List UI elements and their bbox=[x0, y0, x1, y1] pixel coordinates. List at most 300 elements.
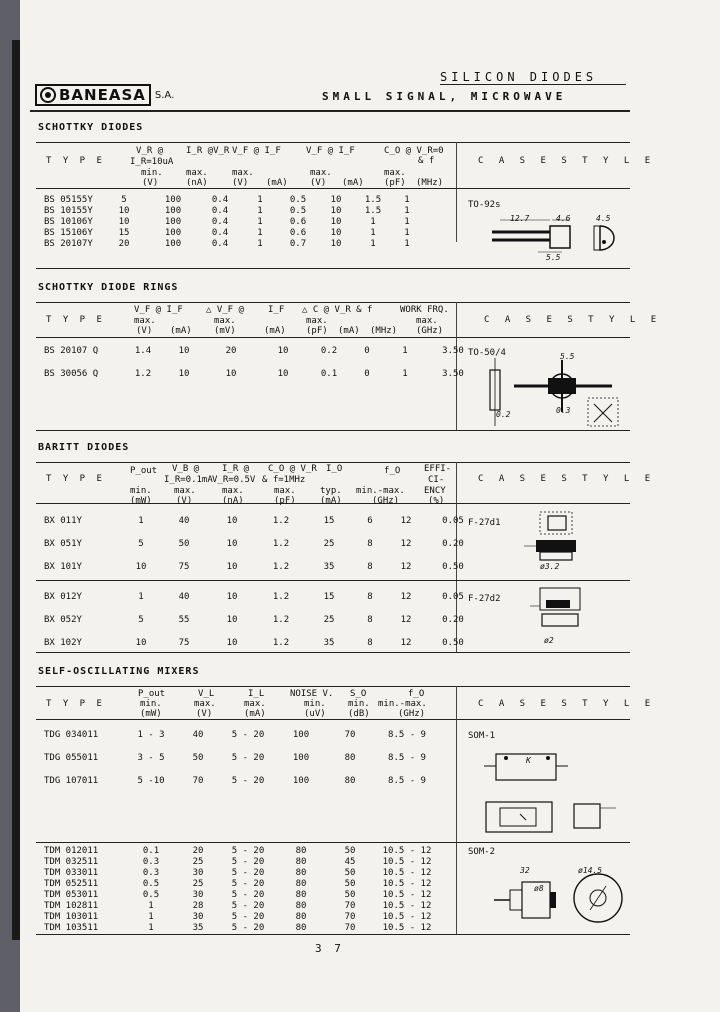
table-row bbox=[44, 239, 422, 250]
value-cell: 75 bbox=[178, 638, 190, 648]
value-cell: 5 - 20 bbox=[231, 857, 265, 867]
section-end-rule bbox=[36, 934, 630, 935]
value-cell: 20 bbox=[192, 846, 204, 856]
col-io: I_O bbox=[326, 464, 343, 474]
col-so-min: min. bbox=[348, 699, 370, 709]
table-row bbox=[44, 912, 440, 923]
value-cell: 30 bbox=[192, 868, 204, 878]
col-dc-unit: (pF) bbox=[306, 326, 328, 336]
dim-pin: 0.3 bbox=[556, 406, 571, 415]
col-vf2-max: max. bbox=[310, 168, 332, 178]
table-row bbox=[44, 562, 482, 585]
value-cell: 0.4 bbox=[211, 217, 229, 227]
col-fo-unit: (GHz) bbox=[398, 709, 426, 719]
value-cell: 100 bbox=[292, 753, 310, 763]
value-cell: 1.2 bbox=[272, 592, 290, 602]
type-cell: BX 012Y bbox=[44, 592, 82, 602]
type-cell: BS 05155Y bbox=[44, 195, 93, 205]
value-cell: 10 bbox=[330, 228, 342, 238]
value-cell: 1 bbox=[370, 217, 376, 227]
col-vl: V_L bbox=[198, 689, 215, 699]
col-so-unit: (dB) bbox=[348, 709, 370, 719]
group-rule bbox=[36, 842, 630, 843]
value-cell: 3.50 bbox=[442, 369, 464, 379]
dim-lead: 0.2 bbox=[496, 410, 511, 419]
value-cell: 80 bbox=[295, 923, 307, 933]
value-cell: 1.2 bbox=[272, 615, 290, 625]
col-il-max: max. bbox=[244, 699, 266, 709]
type-cell: TDG 034011 bbox=[44, 730, 99, 740]
value-cell: 45 bbox=[344, 857, 356, 867]
value-cell: 12 bbox=[400, 592, 412, 602]
value-cell: 8 bbox=[367, 592, 373, 602]
rings-table bbox=[44, 346, 480, 392]
value-cell: 1 bbox=[257, 206, 263, 216]
section-title: SCHOTTKY DIODES bbox=[38, 122, 144, 133]
col-dvf-max: max. bbox=[214, 316, 236, 326]
col-dc: △ C @ V_R & f bbox=[302, 305, 373, 315]
value-cell: 1 bbox=[404, 239, 410, 249]
col-vf1-unit: (V) bbox=[232, 178, 249, 188]
value-cell: 80 bbox=[295, 901, 307, 911]
value-cell: 8.5 - 9 bbox=[388, 776, 426, 786]
col-pout: P_out bbox=[130, 466, 158, 476]
value-cell: 100 bbox=[164, 228, 182, 238]
value-cell: 0.3 bbox=[142, 868, 160, 878]
col-vr-cond: I_R=10uA bbox=[130, 157, 174, 167]
header-rule bbox=[30, 110, 630, 112]
col-work-freq: WORK FRQ. bbox=[400, 305, 449, 315]
value-cell: 5 bbox=[138, 615, 144, 625]
value-cell: 1.2 bbox=[134, 369, 152, 379]
value-cell: 0.6 bbox=[289, 217, 307, 227]
value-cell: 5 -10 bbox=[137, 776, 165, 786]
col-dvf-unit: (mV) bbox=[214, 326, 236, 336]
value-cell: 0.1 bbox=[142, 846, 160, 856]
case-label-b: F-27d2 bbox=[468, 594, 501, 604]
value-cell: 35 bbox=[192, 923, 204, 933]
value-cell: 1 bbox=[257, 239, 263, 249]
col-co-max: max. bbox=[384, 168, 406, 178]
col-ir-max: max. bbox=[186, 168, 208, 178]
value-cell: 70 bbox=[344, 901, 356, 911]
value-cell: 5 - 20 bbox=[231, 923, 265, 933]
section-end-rule bbox=[36, 430, 630, 431]
value-cell: 1 bbox=[404, 195, 410, 205]
value-cell: 100 bbox=[292, 730, 310, 740]
table-row bbox=[44, 206, 422, 217]
value-cell: 25 bbox=[323, 615, 335, 625]
table-row bbox=[44, 776, 440, 799]
dim-length: 32 bbox=[520, 866, 530, 875]
value-cell: 10.5 - 12 bbox=[382, 846, 432, 856]
baneasa-logo bbox=[35, 85, 174, 105]
mixer-table-b bbox=[44, 846, 440, 934]
value-cell: 80 bbox=[295, 890, 307, 900]
col-pout-min: min. bbox=[140, 699, 162, 709]
col-eff: EFFI- bbox=[424, 464, 452, 474]
col-if1-unit: (mA) bbox=[266, 178, 288, 188]
value-cell: 0 bbox=[364, 346, 370, 356]
value-cell: 1 bbox=[257, 195, 263, 205]
value-cell: 1 - 3 bbox=[137, 730, 165, 740]
type-cell: TDM 033011 bbox=[44, 868, 99, 878]
col-vb-unit: (V) bbox=[176, 496, 193, 506]
value-cell: 80 bbox=[295, 912, 307, 922]
value-cell: 0.4 bbox=[211, 228, 229, 238]
value-cell: 100 bbox=[292, 776, 310, 786]
title-rule bbox=[440, 84, 626, 85]
col-pout-unit: (mW) bbox=[140, 709, 162, 719]
page-binding-edge bbox=[12, 40, 20, 940]
table-row bbox=[44, 923, 440, 934]
som1-drawing bbox=[476, 744, 626, 839]
col-pout: P_out bbox=[138, 689, 166, 699]
value-cell: 80 bbox=[295, 879, 307, 889]
col-vb-max: max. bbox=[174, 486, 196, 496]
value-cell: 80 bbox=[344, 753, 356, 763]
value-cell: 5 bbox=[121, 195, 127, 205]
col-ir: I_R @ bbox=[222, 464, 250, 474]
value-cell: 20 bbox=[225, 346, 237, 356]
page-number: 3 7 bbox=[315, 942, 344, 955]
table-row bbox=[44, 195, 422, 206]
value-cell: 10 bbox=[330, 217, 342, 227]
value-cell: 0.50 bbox=[442, 638, 464, 648]
value-cell: 100 bbox=[164, 217, 182, 227]
col-f-unit: (MHz) bbox=[370, 326, 398, 336]
col-fo-unit: (GHz) bbox=[372, 496, 400, 506]
logo-brand: BANEASA bbox=[59, 86, 146, 104]
section-end-rule bbox=[36, 652, 630, 653]
value-cell: 1 bbox=[402, 346, 408, 356]
value-cell: 1.2 bbox=[272, 638, 290, 648]
column-divider bbox=[456, 686, 457, 934]
col-noise: NOISE V. bbox=[290, 689, 334, 699]
value-cell: 10.5 - 12 bbox=[382, 879, 432, 889]
baritt-table-b bbox=[44, 592, 482, 661]
value-cell: 0.20 bbox=[442, 539, 464, 549]
value-cell: 10 bbox=[225, 369, 237, 379]
value-cell: 12 bbox=[400, 615, 412, 625]
value-cell: 10 bbox=[330, 195, 342, 205]
dim-width: 5.5 bbox=[560, 352, 575, 361]
dim-side: 4.5 bbox=[596, 214, 611, 223]
logo-suffix: S.A. bbox=[154, 89, 175, 101]
value-cell: 1 bbox=[404, 206, 410, 216]
col-il-unit: (mA) bbox=[244, 709, 266, 719]
type-cell: BS 20107 Q bbox=[44, 346, 99, 356]
col-if: I_F bbox=[268, 305, 285, 315]
col-vf1-max: max. bbox=[232, 168, 254, 178]
col-vr: V_R @ bbox=[136, 146, 164, 156]
col-io-typ: typ. bbox=[320, 486, 342, 496]
type-cell: BX 101Y bbox=[44, 562, 82, 572]
value-cell: 5 - 20 bbox=[231, 879, 265, 889]
value-cell: 10 bbox=[330, 239, 342, 249]
value-cell: 10 bbox=[226, 592, 238, 602]
col-case-style: C A S E S T Y L E bbox=[484, 315, 662, 325]
col-co-max: max. bbox=[274, 486, 296, 496]
value-cell: 0.5 bbox=[289, 206, 307, 216]
dim-body-dia: ø8 bbox=[534, 884, 544, 893]
value-cell: 1 bbox=[370, 239, 376, 249]
col-vf-max: max. bbox=[134, 316, 156, 326]
value-cell: 10 bbox=[178, 346, 190, 356]
col-pout-min: min. bbox=[130, 486, 152, 496]
value-cell: 50 bbox=[344, 879, 356, 889]
value-cell: 10 bbox=[118, 217, 130, 227]
value-cell: 10.5 - 12 bbox=[382, 868, 432, 878]
value-cell: 0.3 bbox=[142, 857, 160, 867]
col-vf2: V_F @ I_F bbox=[306, 146, 355, 156]
col-noise-unit: (uV) bbox=[304, 709, 326, 719]
type-cell: BS 30056 Q bbox=[44, 369, 99, 379]
type-cell: TDM 103011 bbox=[44, 912, 99, 922]
schottky-table bbox=[44, 195, 422, 250]
col-fo-range: min.-max. bbox=[378, 699, 427, 709]
value-cell: 0.1 bbox=[320, 369, 338, 379]
value-cell: 3.50 bbox=[442, 346, 464, 356]
type-cell: BS 20107Y bbox=[44, 239, 93, 249]
value-cell: 35 bbox=[323, 638, 335, 648]
type-cell: TDM 053011 bbox=[44, 890, 99, 900]
col-fo-range: min.-max. bbox=[356, 486, 405, 496]
value-cell: 0.5 bbox=[289, 195, 307, 205]
value-cell: 10 bbox=[226, 539, 238, 549]
value-cell: 1.2 bbox=[272, 539, 290, 549]
col-co: C_O @ V_R bbox=[268, 464, 317, 474]
col-io-unit: (mA) bbox=[320, 496, 342, 506]
value-cell: 80 bbox=[295, 868, 307, 878]
col-case-style: C A S E S T Y L E bbox=[478, 474, 656, 484]
value-cell: 0.4 bbox=[211, 206, 229, 216]
value-cell: 12 bbox=[400, 516, 412, 526]
table-row bbox=[44, 868, 440, 879]
value-cell: 8.5 - 9 bbox=[388, 753, 426, 763]
value-cell: 1 bbox=[404, 217, 410, 227]
value-cell: 1 bbox=[138, 592, 144, 602]
value-cell: 10 bbox=[226, 562, 238, 572]
col-type: T Y P E bbox=[46, 315, 105, 325]
value-cell: 12 bbox=[400, 539, 412, 549]
col-vb-cond: I_R=0.1mA bbox=[164, 475, 213, 485]
table-row bbox=[44, 592, 482, 615]
col-co-unit: (pF) bbox=[384, 178, 406, 188]
col-so: S_O bbox=[350, 689, 367, 699]
col-co-cond: & f=1MHz bbox=[262, 475, 306, 485]
col-vr-min: min. bbox=[141, 168, 163, 178]
value-cell: 10 bbox=[118, 206, 130, 216]
value-cell: 0.4 bbox=[211, 239, 229, 249]
value-cell: 50 bbox=[192, 753, 204, 763]
value-cell: 1.4 bbox=[134, 346, 152, 356]
value-cell: 10.5 - 12 bbox=[382, 857, 432, 867]
group-rule bbox=[36, 580, 630, 581]
col-if-unit: (mA) bbox=[170, 326, 192, 336]
value-cell: 10 bbox=[226, 516, 238, 526]
col-eff-2: CI- bbox=[428, 475, 445, 485]
value-cell: 75 bbox=[178, 562, 190, 572]
type-cell: TDM 032511 bbox=[44, 857, 99, 867]
col-ir-unit: (nA) bbox=[222, 496, 244, 506]
col-if2-unit: (mA) bbox=[264, 326, 286, 336]
section-title: BARITT DIODES bbox=[38, 442, 130, 453]
f27d2-drawing bbox=[520, 586, 590, 646]
col-case-style: C A S E S T Y L E bbox=[478, 156, 656, 166]
value-cell: 8 bbox=[367, 539, 373, 549]
value-cell: 28 bbox=[192, 901, 204, 911]
value-cell: 0.20 bbox=[442, 615, 464, 625]
value-cell: 0.2 bbox=[320, 346, 338, 356]
value-cell: 25 bbox=[192, 857, 204, 867]
col-eff-unit: (%) bbox=[428, 496, 445, 506]
col-vl-max: max. bbox=[194, 699, 216, 709]
value-cell: 10.5 - 12 bbox=[382, 890, 432, 900]
table-row bbox=[44, 369, 480, 392]
value-cell: 10 bbox=[277, 369, 289, 379]
value-cell: 15 bbox=[323, 516, 335, 526]
value-cell: 12 bbox=[400, 562, 412, 572]
value-cell: 1 bbox=[257, 217, 263, 227]
dim-dia-b: ø2 bbox=[544, 636, 554, 645]
value-cell: 10 bbox=[135, 562, 147, 572]
type-cell: BX 052Y bbox=[44, 615, 82, 625]
value-cell: 1 bbox=[148, 912, 154, 922]
col-vr-unit: (mA) bbox=[338, 326, 360, 336]
table-row bbox=[44, 638, 482, 661]
case-label-b: SOM-2 bbox=[468, 847, 496, 857]
col-type: T Y P E bbox=[46, 474, 105, 484]
col-type: T Y P E bbox=[46, 156, 105, 166]
value-cell: 50 bbox=[178, 539, 190, 549]
col-case-style: C A S E S T Y L E bbox=[478, 699, 656, 709]
value-cell: 10 bbox=[135, 638, 147, 648]
col-dc-max: max. bbox=[306, 316, 328, 326]
col-vb: V_B @ bbox=[172, 464, 200, 474]
value-cell: 0.05 bbox=[442, 592, 464, 602]
value-cell: 30 bbox=[192, 890, 204, 900]
value-cell: 15 bbox=[118, 228, 130, 238]
col-vf-unit: (V) bbox=[136, 326, 153, 336]
value-cell: 3 - 5 bbox=[137, 753, 165, 763]
col-co-unit: (pF) bbox=[274, 496, 296, 506]
col-co: C_O @ V_R=0 bbox=[384, 146, 444, 156]
col-work-max: max. bbox=[416, 316, 438, 326]
value-cell: 100 bbox=[164, 206, 182, 216]
type-cell: BX 102Y bbox=[44, 638, 82, 648]
value-cell: 12 bbox=[400, 638, 412, 648]
dim-body: 4.6 bbox=[556, 214, 571, 223]
value-cell: 25 bbox=[323, 539, 335, 549]
case-label-a: F-27d1 bbox=[468, 518, 501, 528]
dim-length: 12.7 bbox=[510, 214, 530, 223]
col-if2-unit: (mA) bbox=[342, 178, 364, 188]
col-work-unit: (GHz) bbox=[416, 326, 444, 336]
value-cell: 25 bbox=[192, 879, 204, 889]
table-row bbox=[44, 753, 440, 776]
col-fo: f_O bbox=[408, 689, 425, 699]
value-cell: 70 bbox=[344, 923, 356, 933]
col-dvf: △ V_F @ bbox=[206, 305, 244, 315]
type-cell: TDM 052511 bbox=[44, 879, 99, 889]
value-cell: 50 bbox=[344, 846, 356, 856]
table-row bbox=[44, 846, 440, 857]
value-cell: 1 bbox=[148, 901, 154, 911]
dim-dia-a: ø3.2 bbox=[540, 562, 560, 571]
doc-subtitle: SMALL SIGNAL, MICROWAVE bbox=[322, 90, 567, 103]
value-cell: 40 bbox=[178, 516, 190, 526]
value-cell: 70 bbox=[192, 776, 204, 786]
value-cell: 8 bbox=[367, 562, 373, 572]
value-cell: 0.5 bbox=[142, 890, 160, 900]
value-cell: 50 bbox=[344, 890, 356, 900]
table-row bbox=[44, 879, 440, 890]
type-cell: BX 051Y bbox=[44, 539, 82, 549]
value-cell: 8 bbox=[367, 638, 373, 648]
col-vf: V_F @ I_F bbox=[134, 305, 183, 315]
col-ir-unit: (nA) bbox=[186, 178, 208, 188]
col-vl-unit: (V) bbox=[196, 709, 213, 719]
baritt-table-a bbox=[44, 516, 482, 585]
col-noise-min: min. bbox=[304, 699, 326, 709]
value-cell: 80 bbox=[344, 776, 356, 786]
value-cell: 1 bbox=[402, 369, 408, 379]
col-f-unit: (MHz) bbox=[416, 178, 444, 188]
baneasa-mark-icon bbox=[40, 87, 56, 103]
value-cell: 5 - 20 bbox=[231, 846, 265, 856]
case-label: TO-92s bbox=[468, 200, 501, 210]
table-row bbox=[44, 217, 422, 228]
value-cell: 6 bbox=[367, 516, 373, 526]
value-cell: 5 - 20 bbox=[231, 730, 265, 740]
value-cell: 30 bbox=[192, 912, 204, 922]
dim-flange-dia: ø14.5 bbox=[578, 866, 603, 875]
mixer-table-a bbox=[44, 730, 440, 799]
table-row bbox=[44, 516, 482, 539]
value-cell: 8.5 - 9 bbox=[388, 730, 426, 740]
value-cell: 1 bbox=[257, 228, 263, 238]
value-cell: 0.6 bbox=[289, 228, 307, 238]
section-title: SELF-OSCILLATING MIXERS bbox=[38, 666, 200, 677]
value-cell: 5 - 20 bbox=[231, 776, 265, 786]
value-cell: 0.7 bbox=[289, 239, 307, 249]
col-fo: f_O bbox=[384, 466, 401, 476]
value-cell: 10.5 - 12 bbox=[382, 923, 432, 933]
value-cell: 10.5 - 12 bbox=[382, 901, 432, 911]
value-cell: 5 bbox=[138, 539, 144, 549]
value-cell: 15 bbox=[323, 592, 335, 602]
col-vf1: V_F @ I_F bbox=[232, 146, 281, 156]
value-cell: 5 - 20 bbox=[231, 901, 265, 911]
type-cell: BS 15106Y bbox=[44, 228, 93, 238]
value-cell: 1.2 bbox=[272, 562, 290, 572]
col-vr-unit: (V) bbox=[142, 178, 159, 188]
value-cell: 5 - 20 bbox=[231, 753, 265, 763]
type-cell: BS 10155Y bbox=[44, 206, 93, 216]
dim-k: K bbox=[526, 756, 531, 765]
type-cell: TDM 102811 bbox=[44, 901, 99, 911]
value-cell: 40 bbox=[192, 730, 204, 740]
value-cell: 1 bbox=[370, 228, 376, 238]
table-row bbox=[44, 346, 480, 369]
type-cell: TDM 103511 bbox=[44, 923, 99, 933]
type-cell: TDM 012011 bbox=[44, 846, 99, 856]
col-ir-max: max. bbox=[222, 486, 244, 496]
value-cell: 10 bbox=[330, 206, 342, 216]
value-cell: 20 bbox=[118, 239, 130, 249]
column-divider bbox=[456, 142, 457, 242]
